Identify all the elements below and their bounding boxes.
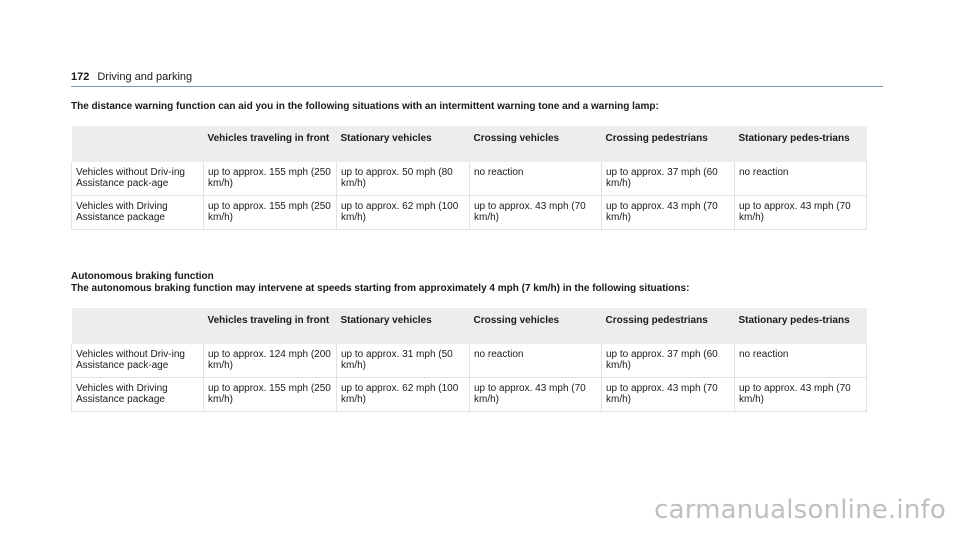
- row-label-cell: Vehicles without Driv-ing Assistance pack-age: [72, 162, 204, 196]
- autonomous-braking-intro: The autonomous braking function may intervene at speeds starting from approximately 4 mph (7 km/h) in the following situations:: [71, 283, 690, 294]
- column-header: [72, 126, 204, 162]
- table-row: [72, 196, 867, 230]
- row-label-cell: Vehicles without Driv-ing Assistance pack-age: [72, 344, 204, 378]
- table-cell: up to approx. 155 mph (250 km/h): [204, 162, 337, 196]
- column-header: [72, 308, 204, 344]
- distance-warning-intro: The distance warning function can aid you in the following situations with an intermittent warning tone and a warning lamp:: [71, 101, 659, 112]
- page-number: 172: [71, 71, 90, 83]
- distance-warning-table: [71, 126, 867, 230]
- table-header-row: [72, 308, 867, 344]
- table-cell: up to approx. 155 mph (250 km/h): [204, 196, 337, 230]
- column-header: Crossing pedestrians: [602, 308, 735, 344]
- autonomous-braking-title: Autonomous braking function: [71, 271, 214, 282]
- autonomous-braking-table: [71, 308, 867, 412]
- column-header: Stationary vehicles: [337, 126, 470, 162]
- table-cell: no reaction: [470, 344, 602, 378]
- column-header: Stationary vehicles: [337, 308, 470, 344]
- distance-warning-section: [71, 101, 866, 230]
- table-cell: up to approx. 43 mph (70 km/h): [735, 196, 867, 230]
- table-cell: up to approx. 37 mph (60 km/h): [602, 162, 735, 196]
- table-cell: up to approx. 50 mph (80 km/h): [337, 162, 470, 196]
- table-row: [72, 378, 867, 412]
- table-header-row: [72, 126, 867, 162]
- section-title: Driving and parking: [97, 71, 193, 83]
- table-cell: up to approx. 62 mph (100 km/h): [337, 196, 470, 230]
- table-cell: up to approx. 31 mph (50 km/h): [337, 344, 470, 378]
- table-cell: up to approx. 43 mph (70 km/h): [735, 378, 867, 412]
- row-label-cell: Vehicles with Driving Assistance package: [72, 196, 204, 230]
- column-header: Stationary pedes-trians: [735, 308, 867, 344]
- table-cell: up to approx. 62 mph (100 km/h): [337, 378, 470, 412]
- column-header: Crossing vehicles: [470, 126, 602, 162]
- column-header: Stationary pedes-trians: [735, 126, 867, 162]
- table-row: [72, 162, 867, 196]
- table-cell: up to approx. 37 mph (60 km/h): [602, 344, 735, 378]
- table-row: [72, 344, 867, 378]
- column-header: Crossing vehicles: [470, 308, 602, 344]
- page-header: [71, 71, 883, 87]
- column-header: Vehicles traveling in front: [204, 308, 337, 344]
- table-cell: up to approx. 155 mph (250 km/h): [204, 378, 337, 412]
- autonomous-braking-section: [71, 271, 866, 412]
- table-cell: up to approx. 43 mph (70 km/h): [470, 196, 602, 230]
- table-cell: up to approx. 124 mph (200 km/h): [204, 344, 337, 378]
- table-cell: up to approx. 43 mph (70 km/h): [470, 378, 602, 412]
- table-cell: no reaction: [735, 344, 867, 378]
- table-cell: no reaction: [470, 162, 602, 196]
- column-header: Crossing pedestrians: [602, 126, 735, 162]
- table-cell: no reaction: [735, 162, 867, 196]
- row-label-cell: Vehicles with Driving Assistance package: [72, 378, 204, 412]
- watermark: carmanualsonline.info: [654, 495, 946, 525]
- column-header: Vehicles traveling in front: [204, 126, 337, 162]
- table-cell: up to approx. 43 mph (70 km/h): [602, 196, 735, 230]
- table-cell: up to approx. 43 mph (70 km/h): [602, 378, 735, 412]
